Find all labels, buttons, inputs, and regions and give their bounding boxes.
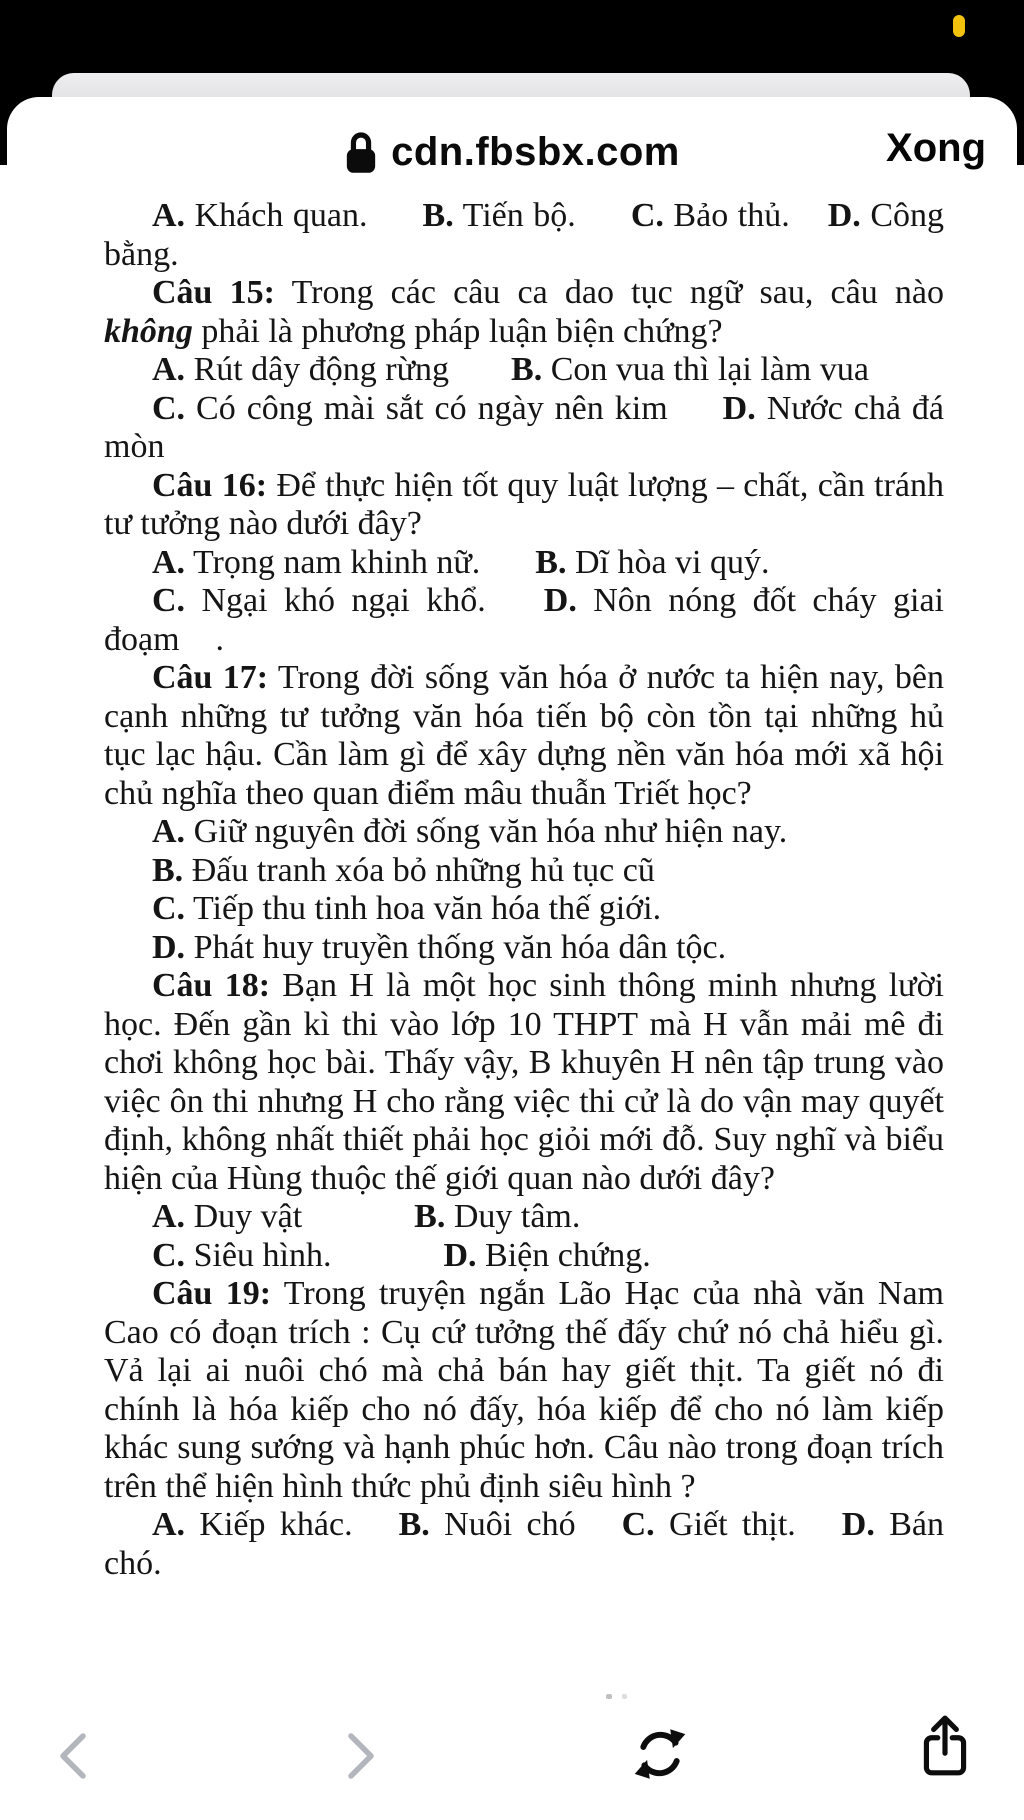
- text-segment: Trọng nam khinh nữ.: [185, 543, 481, 581]
- text-segment: Con vua thì lại làm vua: [542, 351, 869, 388]
- text-segment: D.: [443, 1236, 477, 1274]
- refresh-icon: [634, 1726, 686, 1782]
- question-paragraph: [104, 813, 944, 852]
- text-segment: Siêu hình.: [185, 1236, 332, 1274]
- text-segment: C.: [152, 890, 186, 927]
- tab-gap: [480, 572, 535, 573]
- text-segment: Câu 16:: [152, 466, 268, 504]
- chevron-right-icon: [344, 1731, 380, 1781]
- recording-indicator: [953, 15, 965, 37]
- text-segment: C.: [621, 1506, 655, 1543]
- question-paragraph: [104, 1506, 944, 1583]
- text-segment: B.: [535, 543, 567, 581]
- text-segment: B.: [152, 851, 184, 889]
- question-paragraph: [104, 967, 944, 1198]
- question-paragraph: [104, 274, 944, 351]
- chevron-left-icon: [54, 1731, 90, 1781]
- text-segment: A.: [152, 351, 186, 388]
- text-segment: Câu 18:: [152, 967, 271, 1004]
- back-button[interactable]: [54, 1731, 90, 1781]
- text-segment: Khách quan.: [185, 197, 368, 234]
- done-button[interactable]: Xong: [886, 126, 986, 170]
- url-label: cdn.fbsbx.com: [391, 129, 680, 174]
- text-segment: Giữ nguyên đời sống văn hóa như hiện nay.: [185, 813, 788, 850]
- tab-gap: [368, 225, 423, 226]
- lock-icon: [344, 128, 378, 176]
- text-segment: A.: [152, 813, 186, 850]
- smudge-artifact: [606, 1694, 627, 1699]
- question-paragraph: [104, 467, 944, 544]
- tab-gap: [302, 1226, 414, 1227]
- text-segment: Câu 17:: [152, 659, 269, 696]
- tab-gap: [668, 418, 723, 419]
- question-paragraph: [104, 582, 944, 659]
- text-segment: A.: [152, 543, 186, 581]
- question-paragraph: [104, 1237, 944, 1276]
- question-paragraph: [104, 929, 944, 968]
- text-segment: Rút dây động rừng: [185, 351, 450, 388]
- text-segment: Giết thịt.: [654, 1506, 796, 1543]
- text-segment: A.: [152, 1506, 186, 1543]
- text-segment: C.: [152, 582, 186, 619]
- tab-gap: [449, 379, 511, 380]
- question-paragraph: [104, 351, 944, 390]
- text-segment: D.: [841, 1506, 875, 1543]
- tab-gap: [790, 225, 828, 226]
- tab-gap: [331, 1265, 443, 1266]
- question-paragraph: [104, 197, 944, 274]
- text-segment: B.: [398, 1506, 430, 1543]
- text-segment: Nước chả đá mòn: [104, 389, 944, 465]
- text-segment: Trong các câu ca dao tục ngữ sau, câu nào: [274, 274, 944, 311]
- share-button[interactable]: [922, 1714, 968, 1778]
- text-segment: Ngại khó ngại khổ.: [185, 582, 486, 619]
- document: [104, 197, 944, 1697]
- text-segment: Trong đời sống văn hóa ở nước ta hiện nay, bên cạnh những tư tưởng văn hóa tiến bộ còn tồn tại những hủ tục lạc hậu. Cần làm gì để xây dựng nền văn hóa mới xã hội chủ nghĩa theo quan điểm mâu thuẫn Triết học?: [104, 659, 944, 812]
- tab-gap: [576, 225, 631, 226]
- text-segment: Tiếp thu tinh hoa văn hóa thế giới.: [185, 890, 662, 927]
- text-segment: D.: [543, 582, 577, 619]
- text-segment: Trong truyện ngắn Lão Hạc của nhà văn Nam Cao có đoạn trích : Cụ cứ tưởng thế đấy chứ nó chả hiểu gì. Vả lại ai nuôi chó mà chả bán hay giết thịt. Ta giết nó đi chính là hóa kiếp cho nó đấy, hóa kiếp để cho nó làm kiếp khác sung sướng và hạnh phúc hơn. Câu nào trong đoạn trích trên thể hiện hình thức phủ định siêu hình ?: [104, 1275, 944, 1505]
- text-segment: Phát huy truyền thống văn hóa dân tộc.: [185, 928, 727, 966]
- forward-button[interactable]: [344, 1731, 380, 1781]
- text-segment: .: [215, 620, 225, 658]
- tab-gap: [180, 649, 216, 650]
- share-icon: [922, 1714, 968, 1778]
- text-segment: Câu 15:: [152, 274, 275, 311]
- text-segment: C.: [630, 197, 664, 234]
- text-segment: Duy vật: [185, 1198, 303, 1235]
- refresh-button[interactable]: [634, 1726, 686, 1782]
- text-segment: B.: [422, 197, 454, 234]
- text-segment: Bạn H là một học sinh thông minh nhưng lười học. Đến gần kì thi vào lớp 10 THPT mà H vẫn mải mê đi chơi không học bài. Thấy vậy, B khuyên H nên tập trung vào việc ôn thi nhưng H cho rằng việc thi cử là do vận may quyết định, không nhất thiết phải học giỏi mới đỗ. Suy nghĩ và biểu hiện của Hùng thuộc thế giới quan nào dưới đây?: [104, 967, 944, 1197]
- url-bar: [0, 124, 1024, 180]
- text-segment: Đấu tranh xóa bỏ những hủ tục cũ: [183, 851, 655, 889]
- text-segment: Bảo thủ.: [663, 197, 790, 234]
- tab-gap: [486, 610, 544, 611]
- question-paragraph: [104, 1198, 944, 1237]
- question-paragraph: [104, 544, 944, 583]
- text-segment: phải là phương pháp luận biện chứng?: [192, 312, 723, 350]
- text-segment: Câu 19:: [152, 1275, 272, 1312]
- tab-gap: [796, 1534, 842, 1535]
- question-paragraph: [104, 659, 944, 813]
- text-segment: B.: [511, 351, 543, 388]
- text-segment: C.: [152, 1236, 186, 1274]
- text-segment: Công bằng.: [104, 197, 944, 273]
- tab-gap: [576, 1534, 622, 1535]
- text-segment: Bán chó.: [104, 1506, 944, 1582]
- text-segment: Dĩ hòa vi quý.: [566, 543, 770, 581]
- text-segment: D.: [152, 928, 186, 966]
- text-segment: Nôn nóng đốt cháy giai đoạm: [104, 582, 944, 658]
- text-segment: C.: [152, 389, 186, 427]
- text-segment: A.: [152, 197, 186, 234]
- question-paragraph: [104, 390, 944, 467]
- text-segment: không: [104, 312, 193, 350]
- text-segment: Có công mài sắt có ngày nên kim: [185, 389, 668, 427]
- text-segment: Tiến bộ.: [453, 197, 576, 234]
- question-paragraph: [104, 1275, 944, 1506]
- text-segment: Kiếp khác.: [185, 1506, 353, 1543]
- question-paragraph: [104, 890, 944, 929]
- text-segment: Để thực hiện tốt quy luật lượng – chất, cần tránh tư tưởng nào dưới đây?: [104, 466, 944, 542]
- text-segment: B.: [414, 1198, 446, 1235]
- text-segment: A.: [152, 1198, 186, 1235]
- text-segment: Nuôi chó: [429, 1506, 576, 1543]
- text-segment: Duy tâm.: [445, 1198, 581, 1235]
- text-segment: D.: [722, 389, 756, 427]
- tab-gap: [353, 1534, 399, 1535]
- text-segment: D.: [827, 197, 861, 234]
- question-paragraph: [104, 852, 944, 891]
- text-segment: Biện chứng.: [476, 1236, 651, 1274]
